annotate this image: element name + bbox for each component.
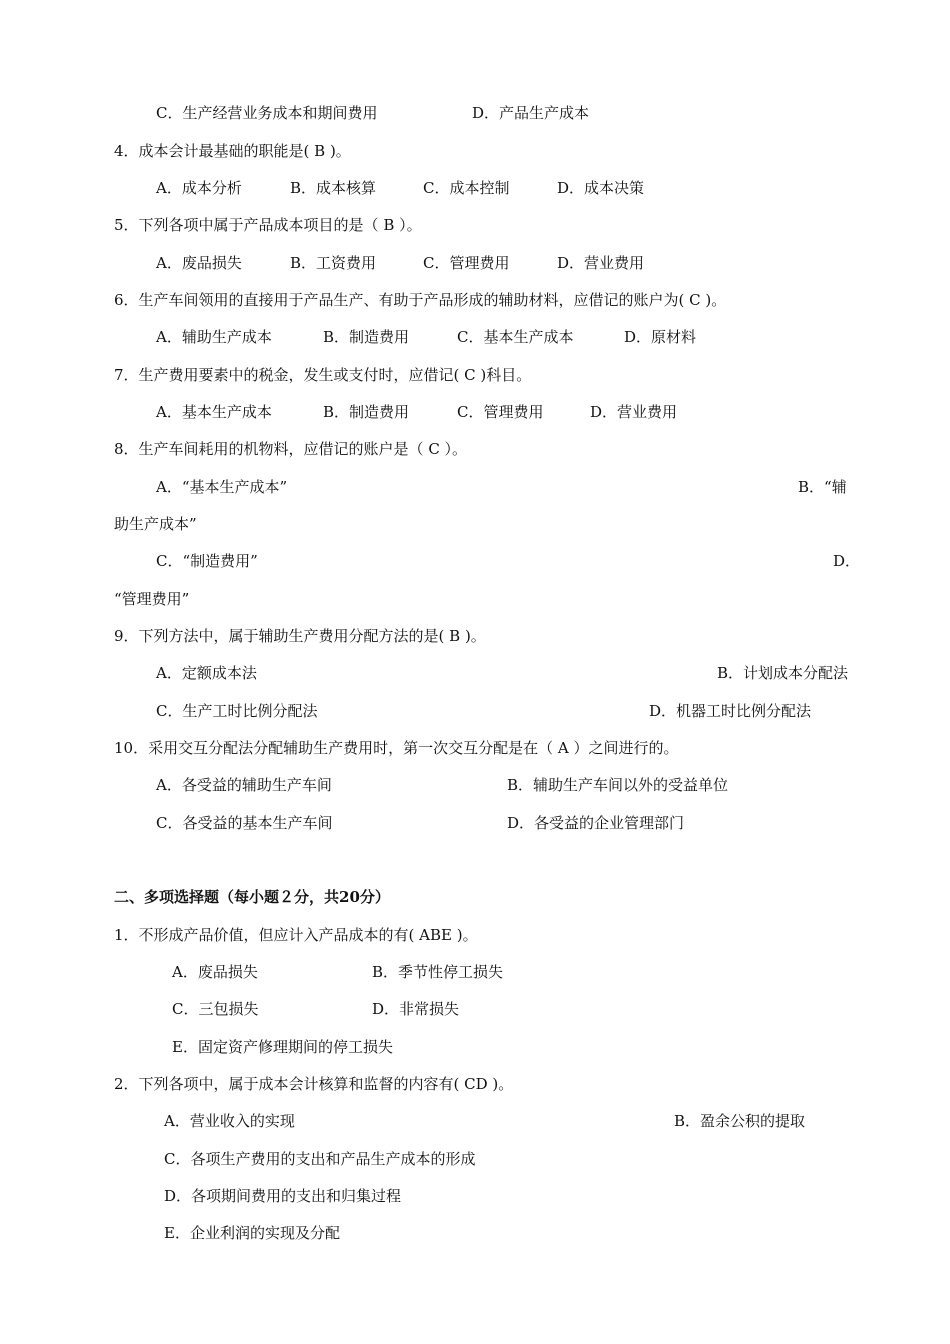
m2-option-b: B．盈余公积的提取: [674, 1112, 806, 1130]
q4-stem: 4．成本会计最基础的职能是( B )。: [114, 142, 351, 160]
q9-option-a: A．定额成本法: [156, 664, 257, 682]
q8-option-b-end: 助生产成本”: [114, 515, 197, 533]
m1-option-c: C．三包损失: [172, 1000, 259, 1018]
section-heading: 二、多项选择题（每小题２分，共20分）: [114, 888, 390, 906]
m1-option-e: E．固定资产修理期间的停工损失: [172, 1038, 393, 1056]
q4-option-b: B．成本核算: [290, 179, 377, 197]
m2-option-c: C．各项生产费用的支出和产品生产成本的形成: [164, 1150, 476, 1168]
q4-option-a: A．成本分析: [156, 179, 242, 197]
q9-option-b: B．计划成本分配法: [717, 664, 849, 682]
m1-stem: 1．不形成产品价值，但应计入产品成本的有( ABE )。: [114, 926, 478, 944]
m1-option-d: D．非常损失: [372, 1000, 460, 1018]
q5-option-d: D．营业费用: [557, 254, 645, 272]
q8-option-a: A．“基本生产成本”: [156, 478, 288, 496]
q6-option-a: A．辅助生产成本: [156, 328, 272, 346]
q4-option-c: C．成本控制: [423, 179, 510, 197]
m2-stem: 2．下列各项中，属于成本会计核算和监督的内容有( CD )。: [114, 1075, 514, 1093]
q3-option-d: D．产品生产成本: [472, 104, 590, 122]
q10-option-c: C．各受益的基本生产车间: [156, 814, 333, 832]
q8-option-d-start: D．: [833, 552, 861, 570]
q8-stem: 8．生产车间耗用的机物料，应借记的账户是（ C ）。: [114, 440, 468, 458]
q9-stem: 9．下列方法中，属于辅助生产费用分配方法的是( B )。: [114, 627, 486, 645]
q9-option-d: D．机器工时比例分配法: [649, 702, 812, 720]
q6-option-d: D．原材料: [624, 328, 697, 346]
q7-option-c: C．管理费用: [457, 403, 544, 421]
q7-option-d: D．营业费用: [590, 403, 678, 421]
m1-option-a: A．废品损失: [172, 963, 258, 981]
q10-stem: 10．采用交互分配法分配辅助生产费用时，第一次交互分配是在（ A ）之间进行的。: [114, 739, 679, 757]
q7-option-b: B．制造费用: [323, 403, 410, 421]
q6-stem: 6．生产车间领用的直接用于产品生产、有助于产品形成的辅助材料，应借记的账户为( C )。: [114, 291, 727, 309]
m2-option-e: E．企业利润的实现及分配: [164, 1224, 340, 1242]
q8-option-b-start: B．“辅: [798, 478, 847, 496]
q10-option-b: B．辅助生产车间以外的受益单位: [507, 776, 729, 794]
q6-option-b: B．制造费用: [323, 328, 410, 346]
q9-option-c: C．生产工时比例分配法: [156, 702, 318, 720]
q3-option-c: C．生产经营业务成本和期间费用: [156, 104, 378, 122]
q7-option-a: A．基本生产成本: [156, 403, 272, 421]
q5-option-a: A．废品损失: [156, 254, 242, 272]
q10-option-d: D．各受益的企业管理部门: [507, 814, 685, 832]
q4-option-d: D．成本决策: [557, 179, 645, 197]
m2-option-d: D．各项期间费用的支出和归集过程: [164, 1187, 402, 1205]
q5-option-b: B．工资费用: [290, 254, 377, 272]
q8-option-d-end: “管理费用”: [114, 590, 190, 608]
q7-stem: 7．生产费用要素中的税金，发生或支付时，应借记( C )科目。: [114, 366, 532, 384]
m2-option-a: A．营业收入的实现: [164, 1112, 295, 1130]
q5-stem: 5．下列各项中属于产品成本项目的是（ B ）。: [114, 216, 422, 234]
q8-option-c: C．“制造费用”: [156, 552, 258, 570]
q10-option-a: A．各受益的辅助生产车间: [156, 776, 332, 794]
q5-option-c: C．管理费用: [423, 254, 510, 272]
m1-option-b: B．季节性停工损失: [372, 963, 504, 981]
q6-option-c: C．基本生产成本: [457, 328, 574, 346]
